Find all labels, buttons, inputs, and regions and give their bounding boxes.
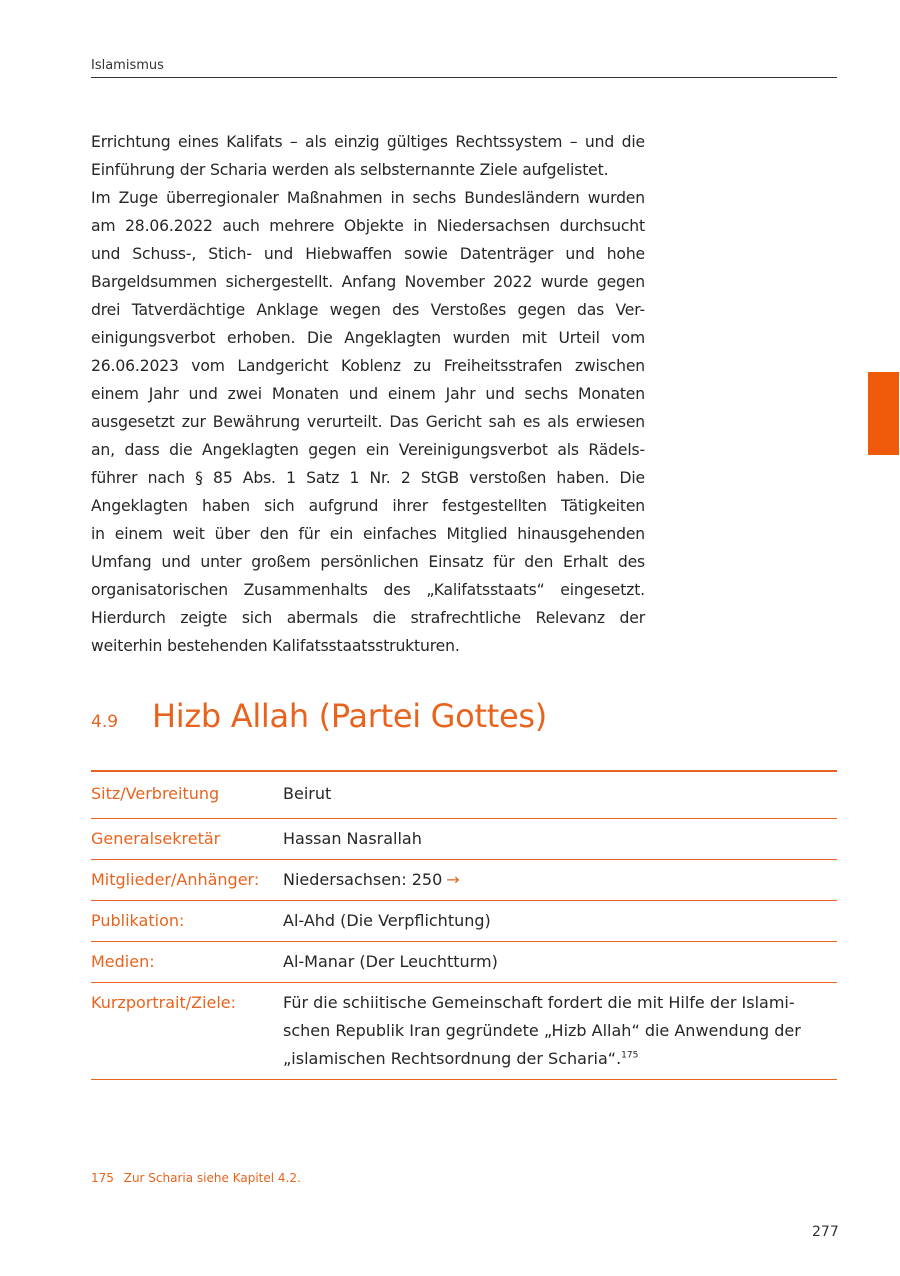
text-line: 26.06.2023 vom Landgericht Koblenz zu Freiheitsstrafen zwischen	[91, 357, 645, 375]
table-row	[91, 772, 837, 819]
text-line: weiterhin bestehenden Kalifatsstaatsstrukturen.	[91, 637, 460, 655]
table-row	[91, 860, 837, 901]
text-line: in einem weit über den für ein einfaches Mitglied hinausgehenden	[91, 525, 645, 543]
text-line: drei Tatverdächtige Anklage wegen des Verstoßes gegen das Ver-	[91, 301, 645, 319]
row-value-line-with-footnote	[283, 1045, 837, 1073]
row-label: Medien:	[91, 952, 155, 971]
text-line: Hierdurch zeigte sich abermals die strafrechtliche Relevanz der	[91, 609, 645, 627]
footnote-reference[interactable]: 175	[621, 1050, 639, 1061]
body-paragraph	[91, 128, 645, 660]
text-line: führer nach § 85 Abs. 1 Satz 1 Nr. 2 StGB verstoßen haben. Die	[91, 469, 645, 487]
text-line: ausgesetzt zur Bewährung verurteilt. Das Gericht sah es als erwiesen	[91, 413, 645, 431]
trend-arrow-right-icon: →	[446, 870, 460, 889]
text-line: Errichtung eines Kalifats – als einzig gültiges Rechtssystem – und die	[91, 133, 645, 151]
text-line: an, dass die Angeklagten gegen ein Vereinigungsverbot als Rädels-	[91, 441, 645, 459]
row-label: Sitz/Verbreitung	[91, 784, 220, 803]
text-line: organisatorischen Zusammenhalts des „Kalifatsstaats“ eingesetzt.	[91, 581, 645, 599]
text-line: und Schuss-, Stich- und Hiebwaffen sowie Datenträger und hohe	[91, 245, 645, 263]
row-value: Hassan Nasrallah	[283, 829, 422, 848]
row-value: Al-Ahd (Die Verpflichtung)	[283, 911, 491, 930]
row-label: Mitglieder/Anhänger:	[91, 870, 260, 889]
footnote-text: Zur Scharia siehe Kapitel 4.2.	[123, 1171, 301, 1185]
table-row	[91, 819, 837, 860]
section-number: 4.9	[91, 712, 119, 732]
page-number: 277	[812, 1224, 839, 1240]
row-label: Kurzportrait/Ziele:	[91, 993, 237, 1012]
row-value-line: Für die schiitische Gemeinschaft fordert die mit Hilfe der Islami-	[283, 993, 795, 1012]
text-line: Angeklagten haben sich aufgrund ihrer festgestellten Tätigkeiten	[91, 497, 645, 515]
text-line: einem Jahr und zwei Monaten und einem Jahr und sechs Monaten	[91, 385, 645, 403]
chapter-tab-marker	[868, 372, 899, 455]
section-heading	[91, 697, 547, 735]
text-line: Bargeldsummen sichergestellt. Anfang November 2022 wurde gegen	[91, 273, 645, 291]
row-label: Publikation:	[91, 911, 185, 930]
text-line: Im Zuge überregionaler Maßnahmen in sechs Bundesländern wurden	[91, 189, 645, 207]
row-value: Al-Manar (Der Leuchtturm)	[283, 952, 498, 971]
text-line: Einführung der Scharia werden als selbsternannte Ziele aufgelistet.	[91, 161, 609, 179]
row-value-container	[283, 860, 837, 900]
text-line: am 28.06.2022 auch mehrere Objekte in Niedersachsen durchsucht	[91, 217, 645, 235]
organization-profile-table	[91, 770, 837, 1080]
footnote	[91, 1171, 301, 1185]
row-value: Beirut	[283, 784, 332, 803]
table-row	[91, 901, 837, 942]
row-value-container	[283, 983, 837, 1079]
row-value-line: „islamischen Rechtsordnung der Scharia“.	[283, 1049, 622, 1068]
table-row	[91, 983, 837, 1080]
footnote-number: 175	[91, 1171, 114, 1185]
row-label: Generalsekretär	[91, 829, 221, 848]
row-value: Niedersachsen: 250	[283, 870, 443, 889]
table-row	[91, 942, 837, 983]
text-line: einigungsverbot erhoben. Die Angeklagten wurden mit Urteil vom	[91, 329, 645, 347]
row-value-line: schen Republik Iran gegründete „Hizb Allah“ die Anwendung der	[283, 1021, 801, 1040]
running-title: Islamismus	[91, 58, 164, 73]
running-header	[91, 58, 837, 78]
text-line: Umfang und unter großem persönlichen Einsatz für den Erhalt des	[91, 553, 645, 571]
section-title: Hizb Allah (Partei Gottes)	[152, 697, 547, 735]
